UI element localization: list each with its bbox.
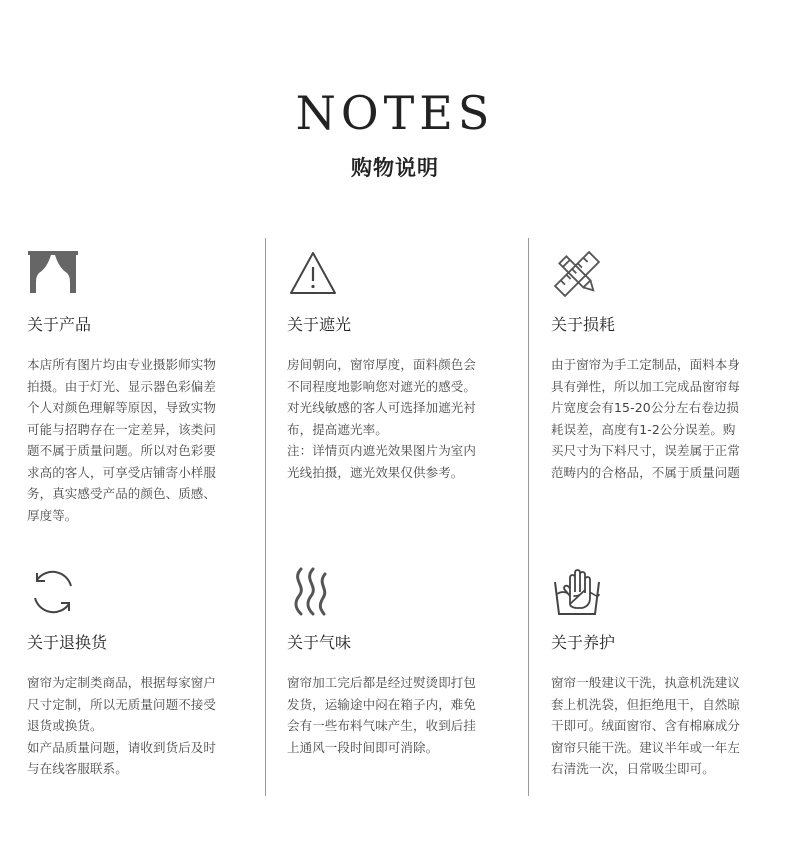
hand-wash-icon	[551, 566, 603, 618]
section-care	[551, 566, 765, 780]
section-returns	[27, 566, 241, 780]
section-body: 本店所有图片均由专业摄影师实物 拍摄。由于灯光、显示器色彩偏差 个人对颜色理解等原因，导致实物 可能与招聘存在一定差异，该类问 题不属于质量问题。所以对色彩要 求高的客人，可享受店铺寄小样服 务，真实感受产品的颜色、质感、 厚度等。	[27, 357, 217, 523]
exchange-icon	[27, 566, 79, 618]
section-title: 关于养护	[551, 633, 616, 652]
section-title: 关于退换货	[27, 633, 108, 652]
section-body: 窗帘一般建议干洗，执意机洗建议 套上机洗袋，但拒绝甩干，自然晾 干即可。绒面窗帘、含有棉麻成分 窗帘只能干洗。建议半年或一年左 右清洗一次，日常吸尘即可。	[551, 675, 741, 776]
column-divider	[528, 238, 529, 796]
curtain-icon	[27, 248, 79, 300]
section-body: 由于窗帘为手工定制品，面料本身 具有弹性，所以加工完成品窗帘每 片宽度会有15-20公分左右卷边损 耗误差，高度有1-2公分误差。购 买尺寸为下料尺寸，误差属于正常 范畴内的合格品，不属于质量问题	[551, 357, 741, 480]
section-loss	[551, 248, 765, 483]
section-body: 窗帘为定制类商品，根据每家窗户 尺寸定制，所以无质量问题不接受 退货或换货。 如产品质量问题，请收到货后及时 与在线客服联系。	[27, 675, 217, 776]
page-header	[0, 86, 790, 182]
section-product	[27, 248, 241, 526]
section-title: 关于遮光	[287, 315, 352, 334]
page-subtitle: 购物说明	[351, 156, 439, 180]
section-odor	[287, 566, 501, 758]
section-shading	[287, 248, 501, 483]
odor-icon	[287, 566, 339, 618]
page-title: NOTES	[295, 86, 495, 140]
section-title: 关于损耗	[551, 315, 616, 334]
section-body: 窗帘加工完后都是经过熨烫即打包 发货，运输途中闷在箱子内，难免 会有一些布料气味产生，收到后挂 上通风一段时间即可消除。	[287, 675, 477, 755]
section-title: 关于产品	[27, 315, 92, 334]
ruler-pencil-icon	[551, 248, 603, 300]
section-body: 房间朝向，窗帘厚度，面料颜色会 不同程度地影响您对遮光的感受。 对光线敏感的客人可选择加遮光衬 布，提高遮光率。 注：详情页内遮光效果图片为室内 光线拍摄，遮光效果仅供参考。	[287, 357, 477, 480]
warning-icon	[287, 248, 339, 300]
column-divider	[265, 238, 266, 796]
section-title: 关于气味	[287, 633, 352, 652]
